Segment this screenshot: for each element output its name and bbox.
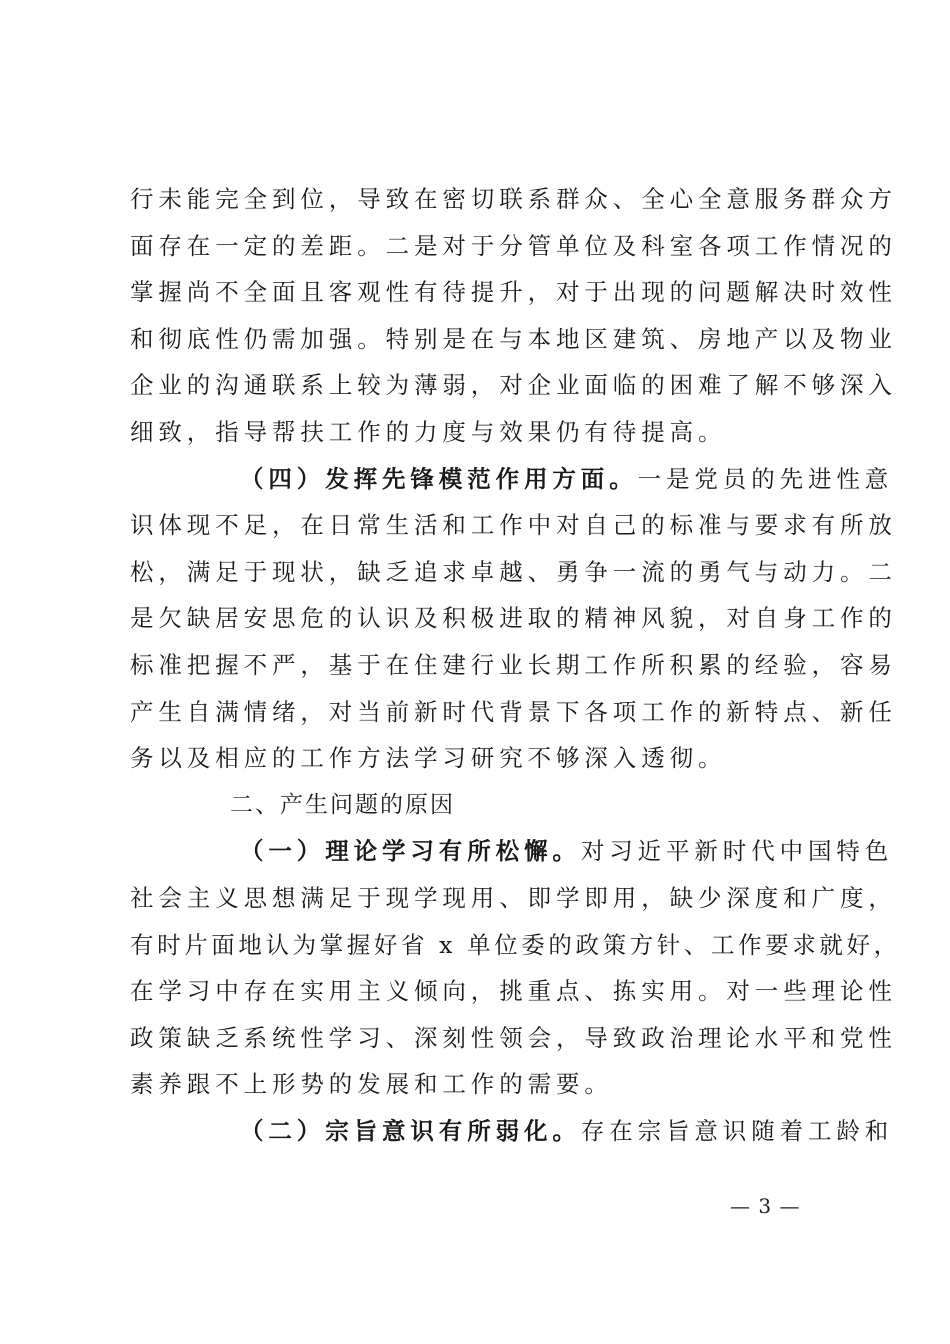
paragraph-line: 松，满足于现状，缺乏追求卓越、勇争一流的勇气与动力。二 [130, 557, 897, 586]
paragraph-text: 一是党员的先进性意 [637, 464, 894, 493]
paragraph-line: 素养跟不上形势的发展和工作的需要。 [130, 1070, 613, 1099]
subsection-heading: （二）宗旨意识有所弱化。 [240, 1116, 581, 1145]
paragraph-line: 企业的沟通联系上较为薄弱，对企业面临的困难了解不够深入 [130, 371, 897, 400]
paragraph-text: 存在宗旨意识随着工龄和 [580, 1116, 894, 1145]
subsection-heading: （一）理论学习有所松懈。 [240, 837, 581, 866]
subsection-heading: （四）发挥先锋模范作用方面。 [240, 464, 638, 493]
paragraph-first-line [130, 1108, 894, 1155]
paragraph-line: 产生自满情绪，对当前新时代背景下各项工作的新特点、新任 [130, 697, 897, 726]
paragraph-line: 行未能完全到位，导致在密切联系群众、全心全意服务群众方 [130, 185, 897, 213]
paragraph-line: 和彻底性仍需加强。特别是在与本地区建筑、房地产以及物业 [130, 324, 897, 353]
paragraph-line: 在学习中存在实用主义倾向，挑重点、拣实用。对一些理论性 [130, 977, 897, 1006]
paragraph-line: 标准把握不严，基于在住建行业长期工作所积累的经验，容易 [130, 650, 897, 679]
page-number: — 3 — [730, 1194, 801, 1218]
paragraph-text: 对习近平新时代中国特色 [580, 837, 894, 866]
document-body [130, 176, 901, 1154]
paragraph-first-line [130, 828, 894, 875]
section-title: 二、产生问题的原因 [230, 791, 455, 818]
paragraph-line: 是欠缺居安思危的认识及积极进取的精神风貌，对自身工作的 [130, 604, 897, 633]
paragraph-line: 掌握尚不全面且客观性有待提升，对于出现的问题解决时效性 [130, 278, 897, 307]
paragraph-line: 细致，指导帮扶工作的力度与效果仍有待提高。 [130, 417, 727, 446]
paragraph-line: 识体现不足，在日常生活和工作中对自己的标准与要求有所放 [130, 511, 897, 540]
paragraph-line: 面存在一定的差距。二是对于分管单位及科室各项工作情况的 [130, 231, 897, 260]
paragraph-first-line [130, 456, 894, 503]
paragraph-line: 有时片面地认为掌握好省 x 单位委的政策方针、工作要求就好， [130, 930, 901, 959]
paragraph-line: 政策缺乏系统性学习、深刻性领会，导致政治理论水平和党性 [130, 1023, 897, 1052]
paragraph-line: 社会主义思想满足于现学现用、即学即用，缺少深度和广度， [130, 883, 897, 912]
paragraph-line: 务以及相应的工作方法学习研究不够深入透彻。 [130, 744, 727, 773]
